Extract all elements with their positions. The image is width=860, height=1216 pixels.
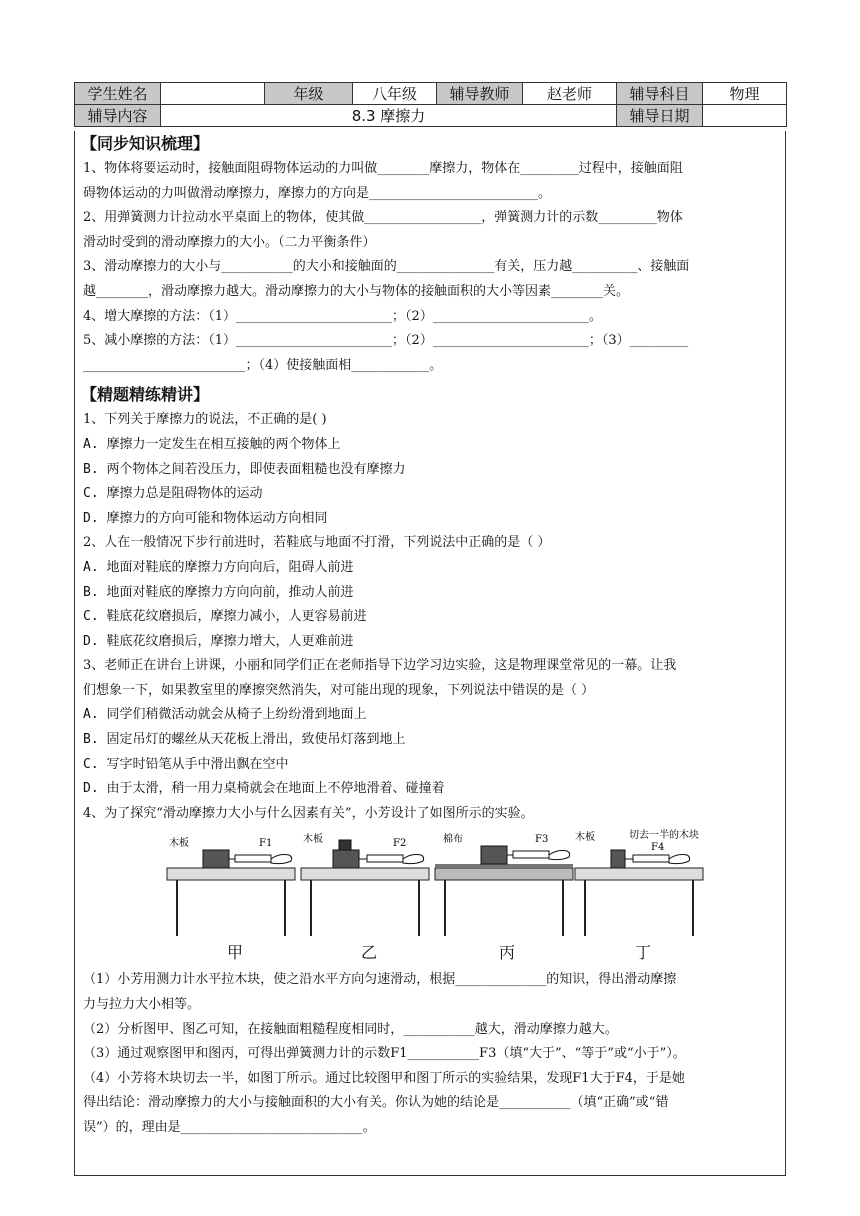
section-title-knowledge: 【同步知识梳理】 — [81, 134, 210, 153]
experiment-figure — [75, 828, 785, 968]
knowledge-line: 1、物体将要运动时，接触面阻碍物体运动的力叫做________摩擦力，物体在_________过程中，接触面阻 — [83, 161, 683, 176]
question-4-part: （1）小芳用测力计水平拉木块，使之沿水平方向匀速滑动，根据______________的知识，得出滑动摩擦 — [83, 972, 677, 988]
content-value: 8.3 摩擦力 — [161, 105, 617, 127]
knowledge-line: 4、增大摩擦的方法：（1）________________________；（2）________________________。 — [83, 308, 602, 324]
question-4-stem: 4、为了探究“滑动摩擦力大小与什么因素有关”，小芳设计了如图所示的实验。 — [83, 805, 534, 821]
force-label: F3 — [535, 834, 549, 846]
knowledge-line: 2、用弹簧测力计拉动水平桌面上的物体，使其做__________________，弹簧测力计的示数_________物体 — [83, 210, 683, 226]
surface-label: 木板 — [169, 838, 189, 850]
surface-label: 木板 — [303, 834, 323, 846]
question-3-option-d: D. 由于太滑，稍一用力桌椅就会在地面上不停地滑着、碰撞着 — [83, 781, 445, 797]
question-4-part: （3）通过观察图甲和图丙，可得出弹簧测力计的示数F1___________F3（填“大于”、“等于”或“小于”）。 — [83, 1046, 686, 1062]
experiment-panel-d — [571, 828, 721, 942]
force-label: F1 — [259, 838, 273, 850]
question-2-option-a: A. 地面对鞋底的摩擦力方向向后，阻碍人前进 — [83, 559, 354, 575]
table-block-weight-illustration — [297, 828, 437, 938]
info-table — [74, 82, 787, 127]
knowledge-line: 滑动时受到的滑动摩擦力的大小。（二力平衡条件） — [83, 234, 376, 250]
force-label: F4 — [651, 842, 665, 854]
info-row-1 — [75, 83, 787, 105]
question-1-option-b: B. 两个物体之间若没压力，即使表面粗糙也没有摩擦力 — [83, 461, 406, 477]
table-block-illustration — [163, 828, 303, 938]
subject-label: 辅导科目 — [617, 83, 703, 105]
question-2-option-b: B. 地面对鞋底的摩擦力方向向前，推动人前进 — [83, 584, 354, 600]
knowledge-line: 越________，滑动摩擦力越大。滑动摩擦力的大小与物体的接触面积的大小等因素________关。 — [83, 283, 630, 299]
question-4-part: 误”）的，理由是____________________________。 — [83, 1120, 376, 1135]
question-3-option-a: A. 同学们稍微活动就会从椅子上纷纷滑到地面上 — [83, 707, 367, 723]
subject-value: 物理 — [703, 83, 787, 105]
knowledge-line: _________________________；（4）使接触面相____________。 — [83, 357, 443, 373]
question-1-option-d: D. 摩擦力的方向可能和物体运动方向相同 — [83, 510, 328, 526]
experiment-panel-a — [163, 828, 303, 942]
question-4-part: 力与拉力大小相等。 — [83, 997, 201, 1013]
date-field[interactable] — [703, 105, 787, 127]
surface-label: 木板 — [575, 832, 595, 844]
question-2-option-c: C. 鞋底花纹磨损后，摩擦力减小，人更容易前进 — [83, 609, 367, 625]
experiment-panel-b — [297, 828, 437, 942]
question-3-option-c: C. 写字时铅笔从手中滑出飘在空中 — [83, 756, 289, 772]
panel-caption: 丁 — [634, 943, 651, 963]
question-4-part: （2）分析图甲、图乙可知，在接触面粗糙程度相同时，___________越大，滑动摩擦力越大。 — [83, 1021, 618, 1037]
experiment-panel-c — [431, 828, 581, 942]
panel-caption: 丙 — [498, 943, 515, 963]
knowledge-line: 碍物体运动的力叫做滑动摩擦力，摩擦力的方向是__________________________。 — [83, 185, 552, 201]
worksheet — [74, 82, 786, 1176]
student-name-label: 学生姓名 — [75, 83, 161, 105]
table-half-block-illustration — [571, 828, 721, 938]
question-1-option-a: A. 摩擦力一定发生在相互接触的两个物体上 — [83, 436, 341, 452]
question-4-part: 得出结论：滑动摩擦力的大小与接触面积的大小有关。你认为她的结论是___________（填“正确”或“错 — [83, 1095, 669, 1111]
student-name-field[interactable] — [161, 83, 265, 105]
date-label: 辅导日期 — [617, 105, 703, 127]
question-4-part: （4）小芳将木块切去一半，如图丁所示。通过比较图甲和图丁所示的实验结果，发现F1大于F4，于是她 — [83, 1070, 685, 1086]
question-2-stem: 2、人在一般情况下步行前进时，若鞋底与地面不打滑，下列说法中正确的是（ ） — [83, 535, 551, 551]
force-label: F2 — [393, 838, 407, 850]
teacher-value: 赵老师 — [523, 83, 617, 105]
question-3-option-b: B. 固定吊灯的螺丝从天花板上滑出，致使吊灯落到地上 — [83, 732, 406, 748]
knowledge-line: 3、滑动摩擦力的大小与___________的大小和接触面的_______________有关，压力越__________、接触面 — [83, 259, 690, 275]
panel-caption: 乙 — [360, 943, 377, 963]
content-label: 辅导内容 — [75, 105, 161, 127]
teacher-label: 辅导教师 — [437, 83, 523, 105]
half-block-note: 切去一半的木块 — [629, 830, 699, 842]
question-1-option-c: C. 摩擦力总是阻碍物体的运动 — [83, 486, 263, 502]
question-3-stem: 3、老师正在讲台上讲课，小丽和同学们正在老师指导下边学习边实验，这是物理课堂常见的一幕。让我 — [83, 658, 677, 674]
question-2-option-d: D. 鞋底花纹磨损后，摩擦力增大，人更难前进 — [83, 633, 354, 649]
grade-value: 八年级 — [353, 83, 437, 105]
question-3-stem: 们想象一下，如果教室里的摩擦突然消失，对可能出现的现象，下列说法中错误的是（ ） — [83, 682, 595, 698]
question-1-stem: 1、下列关于摩擦力的说法，不正确的是( ) — [83, 412, 327, 428]
grade-label: 年级 — [265, 83, 353, 105]
panel-caption: 甲 — [226, 943, 243, 963]
section-title-practice: 【精题精练精讲】 — [81, 385, 210, 405]
surface-label: 棉布 — [443, 834, 463, 846]
table-cloth-illustration — [431, 828, 581, 938]
knowledge-line: 5、减小摩擦的方法：（1）________________________；（2）________________________；（3）_________ — [83, 333, 689, 349]
worksheet-body — [74, 131, 786, 1176]
info-row-2 — [75, 105, 787, 127]
